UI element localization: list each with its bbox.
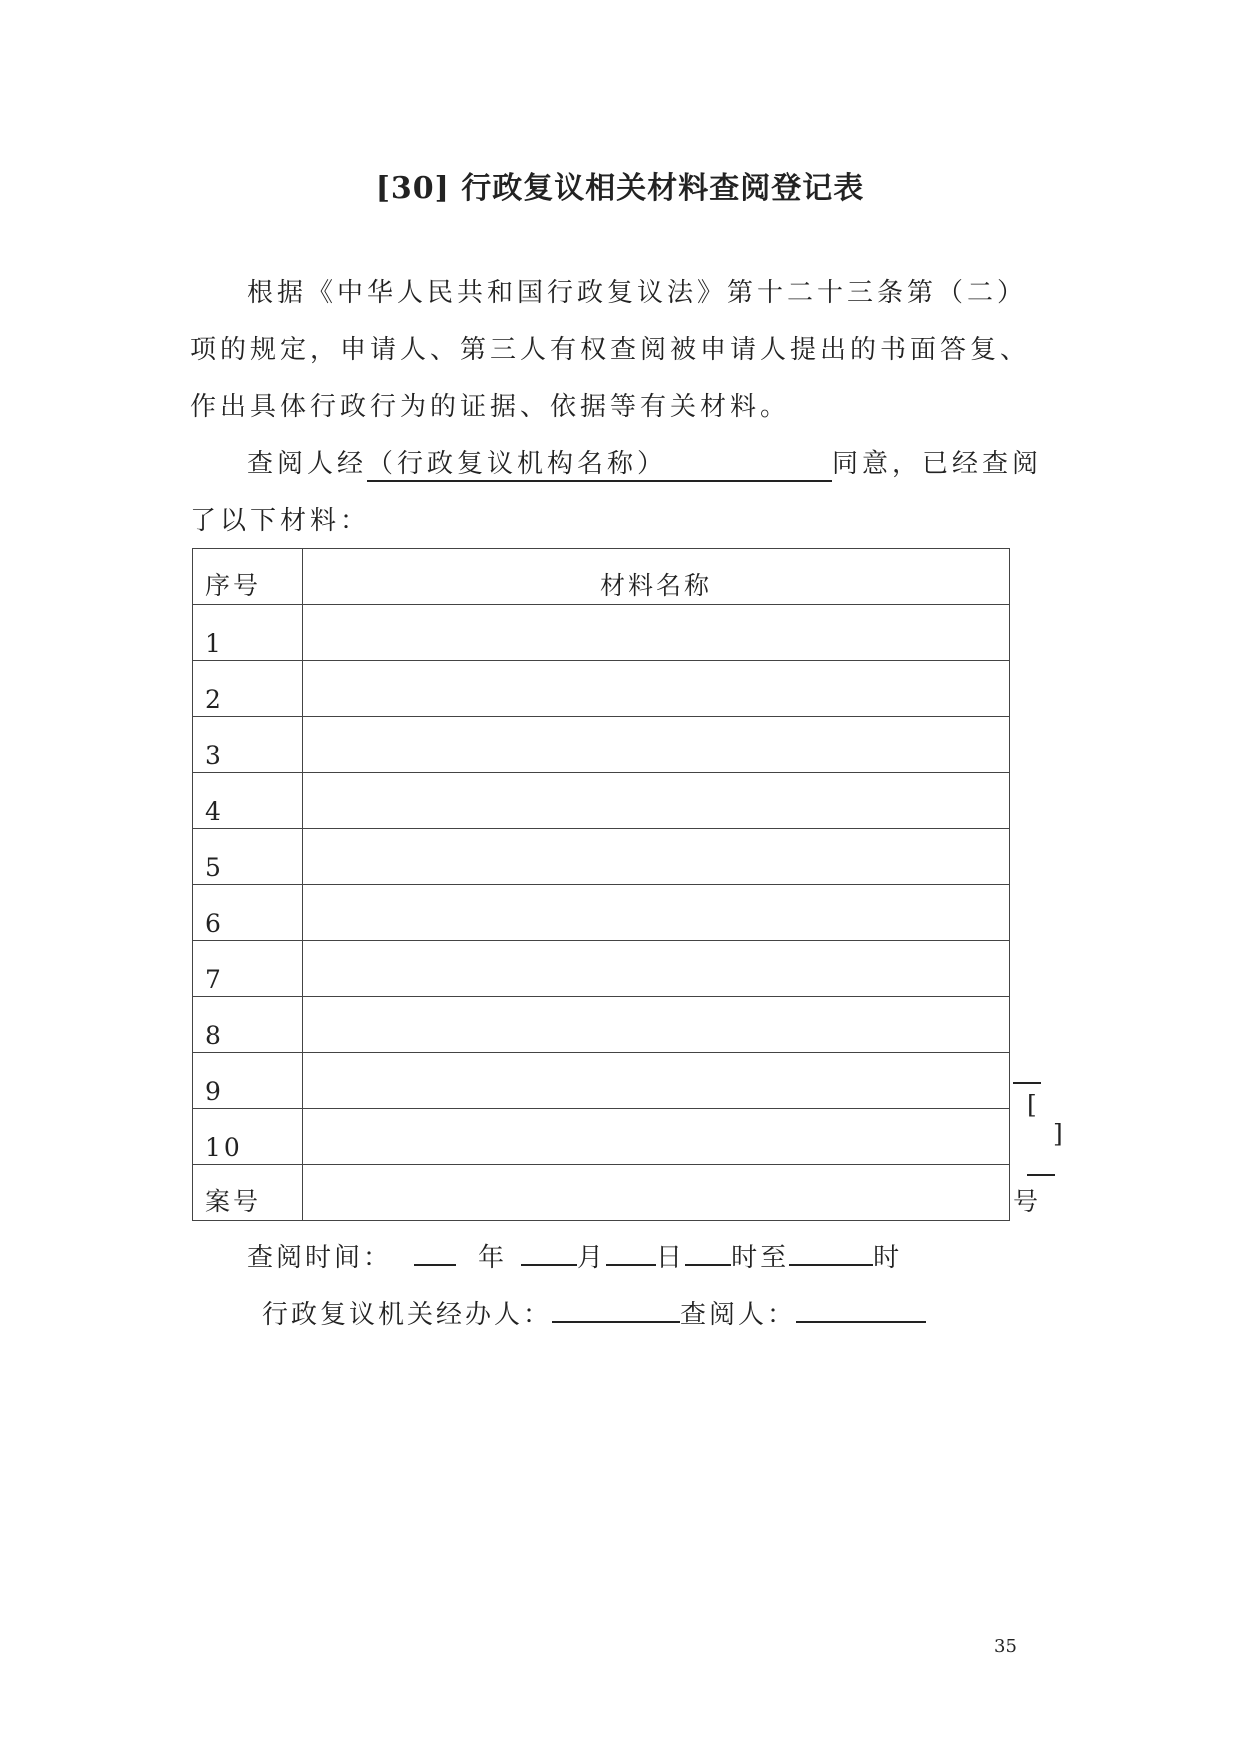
para2-line1	[247, 443, 1042, 480]
officer-signature-blank[interactable]	[552, 1295, 680, 1323]
row-no: 4	[193, 773, 303, 829]
table-row	[193, 997, 1010, 1053]
table-row	[193, 605, 1010, 661]
table-row	[193, 661, 1010, 717]
row-no: 6	[193, 885, 303, 941]
month-label: 月	[577, 1243, 607, 1273]
case-suffix: 号	[1013, 1187, 1039, 1216]
case-number-row	[193, 1165, 1010, 1221]
day-label: 日	[656, 1243, 686, 1273]
table-header-row	[193, 549, 1010, 605]
year-blank[interactable]	[414, 1238, 456, 1266]
page-number: 35	[994, 1636, 1017, 1657]
material-name-cell[interactable]	[303, 717, 1010, 773]
hour-label: 时	[873, 1243, 903, 1273]
para1-line3: 作出具体行政行为的证据、依据等有关材料。	[190, 392, 791, 422]
agency-name-field[interactable]	[367, 449, 832, 482]
reader-label: 查阅人：	[680, 1300, 797, 1330]
header-material-name: 材料名称	[303, 549, 1010, 605]
officer-label: 行政复议机关经办人：	[262, 1300, 553, 1330]
table-row	[193, 885, 1010, 941]
row-no: 7	[193, 941, 303, 997]
hour-to-label: 时至	[731, 1243, 790, 1273]
review-time-line	[247, 1237, 902, 1274]
material-name-cell[interactable]	[303, 661, 1010, 717]
agency-placeholder: （行政复议机构名称）	[367, 449, 668, 479]
reader-signature-blank[interactable]	[796, 1295, 926, 1323]
material-name-cell[interactable]	[303, 1109, 1010, 1165]
para1-line2: 项的规定，申请人、第三人有权查阅被申请人提出的书面答复、	[190, 335, 1031, 365]
review-time-label: 查阅时间：	[247, 1243, 393, 1273]
materials-table	[192, 548, 1063, 1221]
year-label: 年	[478, 1243, 508, 1273]
material-name-cell[interactable]	[303, 829, 1010, 885]
end-hour-blank[interactable]	[789, 1238, 873, 1266]
day-blank[interactable]	[606, 1238, 656, 1266]
row-no: 5	[193, 829, 303, 885]
material-name-cell[interactable]	[303, 1053, 1010, 1109]
table-row	[193, 717, 1010, 773]
para1-line1: 根据《中华人民共和国行政复议法》第十二十三条第（二）	[247, 278, 1028, 308]
para2-suffix: 同意，已经查阅	[832, 449, 1043, 479]
month-blank[interactable]	[521, 1238, 577, 1266]
case-number-cell	[303, 1090, 1063, 1221]
material-name-cell[interactable]	[303, 773, 1010, 829]
row-no: 2	[193, 661, 303, 717]
case-number-field[interactable]	[1013, 1056, 1063, 1218]
table-row	[193, 1053, 1010, 1109]
para2-prefix: 查阅人经	[247, 449, 368, 479]
start-hour-blank[interactable]	[685, 1238, 731, 1266]
case-bracket-close: ]	[1053, 1119, 1063, 1148]
table-row	[193, 1109, 1010, 1165]
material-name-cell[interactable]	[303, 997, 1010, 1053]
case-number-blank[interactable]	[1027, 1148, 1055, 1176]
table-row	[193, 773, 1010, 829]
material-name-cell[interactable]	[303, 885, 1010, 941]
para2-line2: 了以下材料：	[190, 506, 371, 536]
signature-line	[262, 1294, 926, 1331]
header-no: 序号	[193, 549, 303, 605]
case-prefix-blank[interactable]	[1013, 1056, 1041, 1084]
case-label: 案号	[193, 1165, 303, 1221]
row-no: 1	[193, 605, 303, 661]
row-no: 9	[193, 1053, 303, 1109]
case-bracket-open: [	[1027, 1090, 1037, 1119]
document-title: [30] 行政复议相关材料查阅登记表	[375, 171, 865, 206]
table-row	[193, 941, 1010, 997]
material-name-cell[interactable]	[303, 605, 1010, 661]
row-no: 10	[193, 1109, 303, 1165]
table-row	[193, 829, 1010, 885]
material-name-cell[interactable]	[303, 941, 1010, 997]
row-no: 3	[193, 717, 303, 773]
row-no: 8	[193, 997, 303, 1053]
